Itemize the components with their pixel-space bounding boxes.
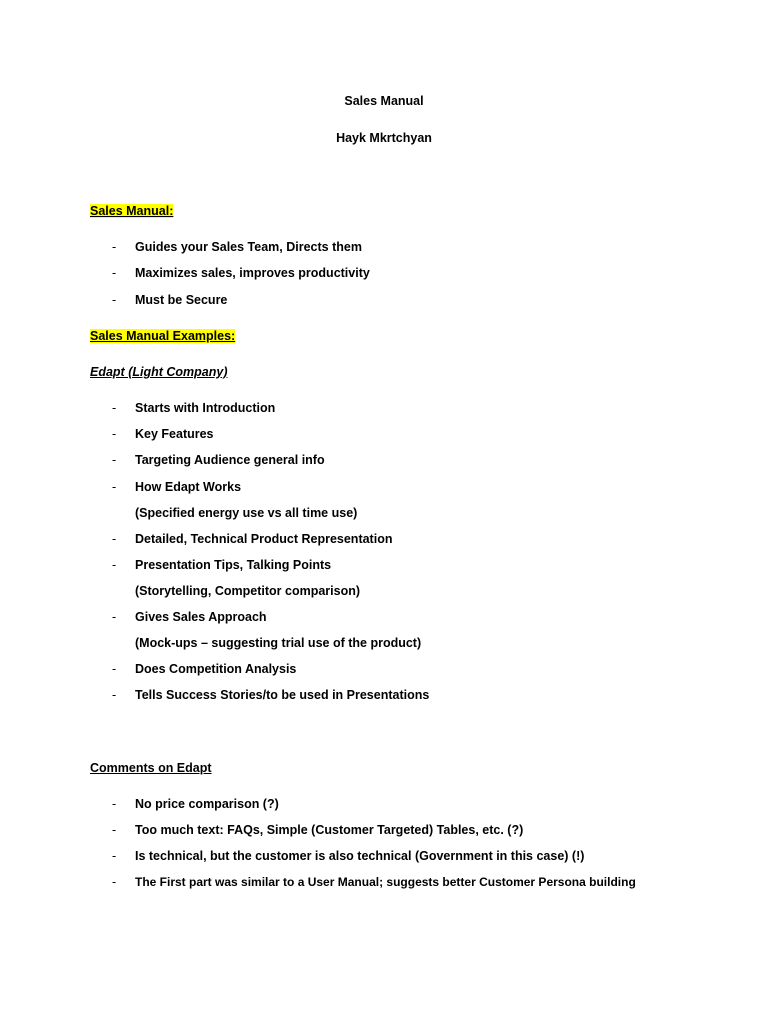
section-heading-text: Comments on Edapt (90, 761, 212, 775)
list-item: Does Competition Analysis (135, 662, 297, 676)
section-heading-text: Sales Manual Examples: (90, 329, 236, 343)
section-heading-examples (90, 328, 235, 344)
section-heading-comments (90, 760, 212, 776)
bullet-dash: - (112, 266, 117, 280)
list-item: Maximizes sales, improves productivity (135, 266, 370, 280)
document-title: Sales Manual (344, 94, 424, 108)
section-heading-text: Sales Manual: (90, 204, 174, 218)
bullet-dash: - (112, 662, 117, 676)
list-item: Tells Success Stories/to be used in Presentations (135, 688, 430, 702)
bullet-dash: - (112, 797, 117, 811)
list-item: No price comparison (?) (135, 797, 279, 811)
list-item: The First part was similar to a User Manual; suggests better Customer Persona building (135, 875, 636, 889)
bullet-dash: - (112, 427, 117, 441)
bullet-dash: - (112, 688, 117, 702)
list-item: How Edapt Works (135, 480, 242, 494)
list-item: Presentation Tips, Talking Points (135, 558, 332, 572)
list-item: Targeting Audience general info (135, 453, 325, 467)
list-item: Detailed, Technical Product Representation (135, 532, 393, 546)
list-item: Must be Secure (135, 293, 228, 307)
subheading-edapt (90, 364, 228, 380)
bullet-dash: - (112, 558, 117, 572)
list-item: Too much text: FAQs, Simple (Customer Targeted) Tables, etc. (?) (135, 823, 524, 837)
bullet-dash: - (112, 293, 117, 307)
list-item-note: (Specified energy use vs all time use) (135, 506, 358, 520)
bullet-dash: - (112, 823, 117, 837)
list-item: Guides your Sales Team, Directs them (135, 240, 362, 254)
list-item: Is technical, but the customer is also technical (Government in this case) (!) (135, 849, 585, 863)
bullet-dash: - (112, 849, 117, 863)
bullet-dash: - (112, 532, 117, 546)
bullet-dash: - (112, 610, 117, 624)
section-heading-sales-manual (90, 203, 173, 219)
list-item: Gives Sales Approach (135, 610, 267, 624)
bullet-dash: - (112, 875, 117, 889)
list-item: Key Features (135, 427, 214, 441)
bullet-dash: - (112, 401, 117, 415)
bullet-dash: - (112, 240, 117, 254)
list-item: Starts with Introduction (135, 401, 276, 415)
list-item-note: (Storytelling, Competitor comparison) (135, 584, 361, 598)
list-item-note: (Mock-ups – suggesting trial use of the product) (135, 636, 422, 650)
subheading-text: Edapt (Light Company) (90, 365, 228, 379)
bullet-dash: - (112, 453, 117, 467)
bullet-dash: - (112, 480, 117, 494)
document-author: Hayk Mkrtchyan (336, 131, 432, 145)
